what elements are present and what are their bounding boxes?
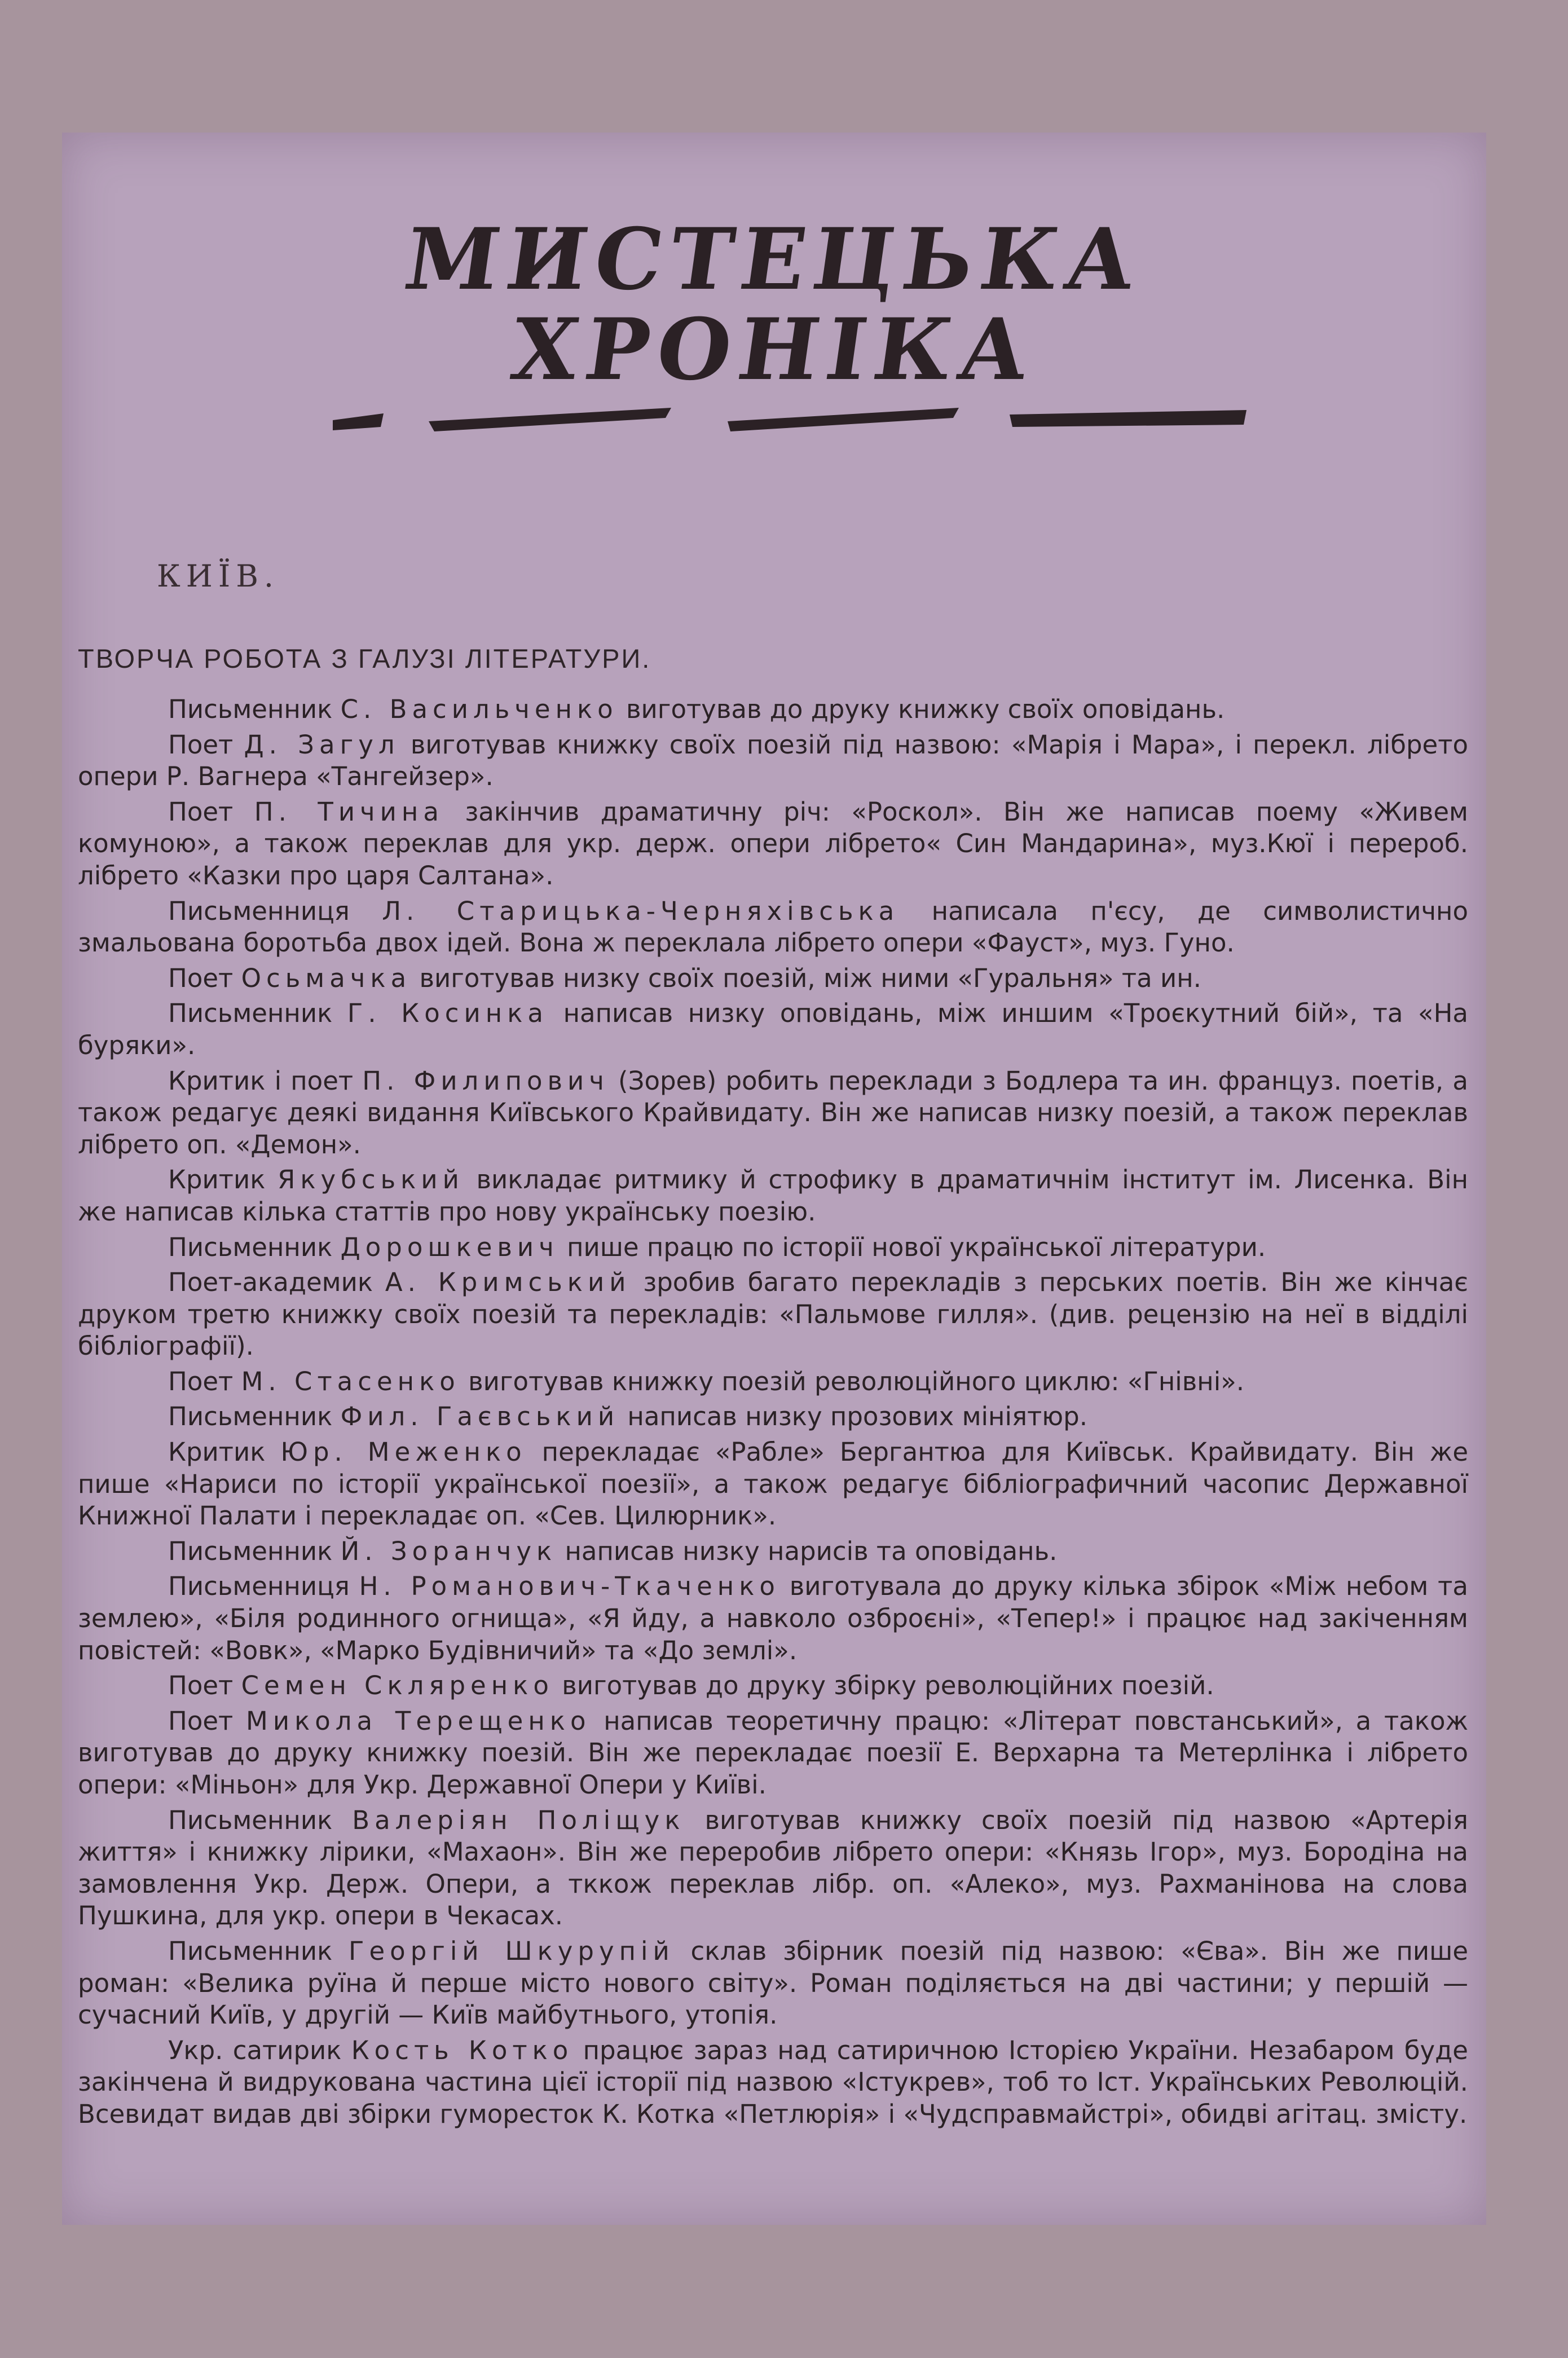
- chronicle-body: [78, 694, 1468, 2134]
- city-heading: КИЇВ.: [157, 558, 280, 594]
- chronicle-entry: Укр. сатирик Кость Котко працює зараз над сатиричною Історією України. Незабаром буде закінчена й видрукована частина цієї історії під назвою «Істукрев», тоб то Іст. Українських Революцій. Всевидат видав дві збірки гуморесток К. Котка «Петлюрія» і «Чудсправмайстрі», обидві агітац. змісту.: [78, 2035, 1468, 2129]
- chronicle-entry: Критик Юр. Меженко перекладає «Рабле» Бергантюа для Київськ. Крайвидату. Він же пише «Нариси по історії української поезії», а також редагує бібліографичний часопис Державної Книжної Палати і перекладає оп. «Сев. Цилюрник».: [78, 1437, 1469, 1531]
- title-ornament-divider: [333, 398, 1247, 437]
- chronicle-entry: Поет Осьмачка виготував низку своїх поезій, між ними «Гуральня» та ин.: [168, 963, 1201, 993]
- chronicle-entry: Поет Д. Загул виготував книжку своїх поезій під назвою: «Марія і Мара», і перекл. лібрето опери Р. Вагнера «Тангейзер».: [78, 729, 1468, 792]
- section-heading: ТВОРЧА РОБОТА З ГАЛУЗІ ЛІТЕРАТУРИ.: [78, 644, 651, 673]
- chronicle-entry: Поет Семен Скляренко виготував до друку збірку революційних поезій.: [168, 1671, 1214, 1701]
- chronicle-entry: Поет-академик А. Кримський зробив багато перекладів з перських поетів. Він же кінчає друком третю книжку своїх поезій та перекладів: «Пальмове гилля». (див. рецензію на неї в відділі бібліографії).: [78, 1267, 1468, 1361]
- chronicle-entry: Письменник С. Васильченко виготував до друку книжку своїх оповідань.: [168, 694, 1225, 724]
- magazine-page: [62, 133, 1486, 2225]
- chronicle-entry: Письменник Г. Косинка написав низку оповідань, між иншим «Троєкутний бій», та «На буряки».: [78, 998, 1468, 1060]
- chronicle-entry: Поет П. Тичина закінчив драматичну річ: «Роскол». Він же написав поему «Живем комуною», а також переклав для укр. держ. опери лібрето« Син Мандарина», муз.Кюї і перероб. лібрето «Казки про царя Салтана».: [78, 796, 1468, 891]
- chronicle-entry: Поет М. Стасенко виготував книжку поезій революційного циклю: «Гнівні».: [168, 1366, 1245, 1396]
- chronicle-entry: Письменниця Н. Романович-Ткаченко виготувала до друку кілька збірок «Між небом та землею», «Біля родинного огнища», «Я йду, а навколо озброєні», «Тепер!» і працює над закіченням повістей: «Вовк», «Марко Будівничий» та «До землі».: [78, 1571, 1468, 1665]
- page-title-line-1: МИСТЕЦЬКА: [398, 210, 1150, 309]
- chronicle-entry: Письменниця Л. Старицька-Черняхівська написала п'єсу, де символистично змальована боротьба двох ідей. Вона ж переклала лібрето опери «Фауст», муз. Гуно.: [78, 896, 1468, 958]
- chronicle-entry: Критик і поет П. Филипович (Зорев) робить переклади з Бодлера та ин. француз. поетів, а також редагує деякі видання Київського Крайвидату. Він же написав низку поезій, а також переклав лібрето оп. «Демон».: [78, 1065, 1468, 1160]
- chronicle-entry: Письменник Фил. Гаєвський написав низку прозових мініятюр.: [168, 1401, 1088, 1432]
- chronicle-entry: Письменник Дорошкевич пише працю по історії нової української літератури.: [168, 1232, 1266, 1262]
- chronicle-entry: Письменник Й. Зоранчук написав низку нарисів та оповідань.: [168, 1536, 1058, 1566]
- chronicle-entry: Письменник Валеріян Поліщук виготував книжку своїх поезій під назвою «Артерія життя» і книжку лірики, «Махаон». Він же переробив лібрето опери: «Князь Ігор», муз. Бородіна на замовлення Укр. Держ. Опери, а тккож переклав лібр. оп. «Алеко», муз. Рахманінова на слова Пушкина, для укр. опери в Чекасах.: [78, 1805, 1468, 1931]
- chronicle-entry: Критик Якубський викладає ритмику й строфику в драматичнім інститут ім. Лисенка. Він же написав кілька статтів про нову українську поезію.: [78, 1165, 1468, 1227]
- chronicle-entry: Поет Микола Терещенко написав теоретичну працю: «Літерат повстанський», а також виготував до друку книжку поезій. Він же перекладає поезії Е. Верхарна та Метерлінка і лібрето опери: «Міньон» для Укр. Державної Опери у Київі.: [78, 1705, 1469, 1800]
- page-title-line-2: ХРОНІКА: [505, 300, 1043, 399]
- chronicle-entry: Письменник Георгій Шкурупій склав збірник поезій під назвою: «Єва». Він же пише роман: «Велика руїна й перше місто нового світу». Роман поділяється на дві частини; у першій — сучасний Київ, у другій — Київ майбутнього, утопія.: [78, 1936, 1469, 2030]
